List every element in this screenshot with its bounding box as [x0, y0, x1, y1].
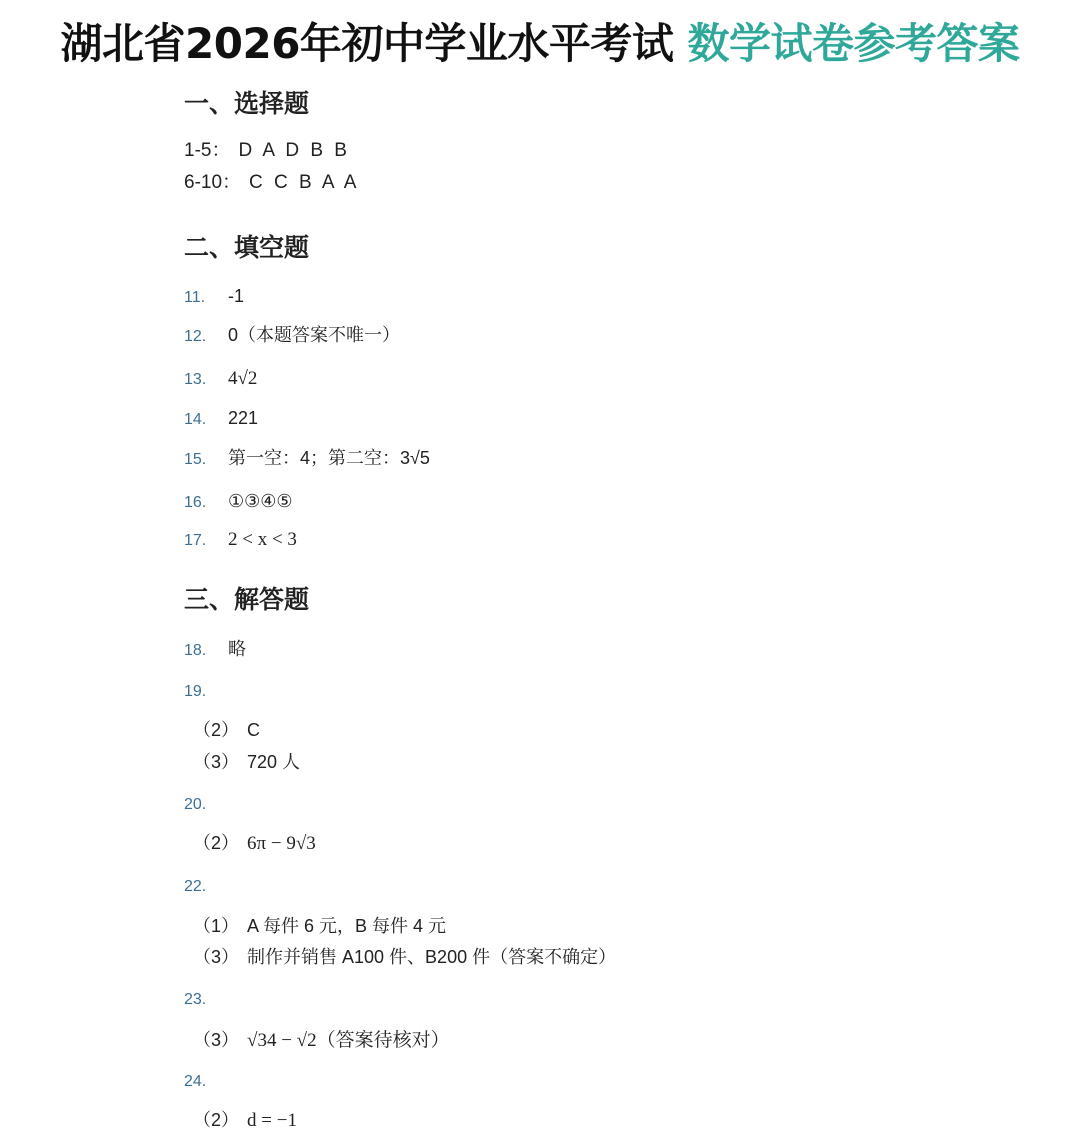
question-number: 18.	[184, 642, 207, 659]
question-number: 12.	[184, 328, 207, 345]
page-title-main: 湖北省2026年初中学业水平考试	[60, 19, 674, 68]
solution-part	[193, 716, 260, 744]
fill-item	[184, 365, 257, 393]
solution-part	[193, 912, 446, 940]
question-number: 15.	[184, 451, 207, 468]
answer-text: 4√2	[228, 368, 258, 389]
answer-text: 第一空：4；第二空：3√5	[228, 448, 430, 468]
question-number: 17.	[184, 532, 207, 549]
part-answer: C	[247, 720, 261, 740]
page-title-accent: 数学试卷参考答案	[687, 19, 1020, 68]
question-number: 16.	[184, 494, 207, 511]
choice-answers: D A D B B	[238, 140, 350, 161]
choice-answer-row	[184, 170, 359, 196]
solution-part	[193, 1026, 450, 1054]
solution-part	[193, 829, 316, 857]
solution-item	[184, 872, 228, 900]
part-label: （3）	[193, 947, 240, 967]
question-number: 20.	[184, 796, 207, 813]
fill-item	[184, 487, 293, 515]
page-title	[0, 14, 1080, 74]
section-heading-choice: 一、选择题	[184, 89, 310, 118]
part-answer: 720 人	[247, 752, 301, 772]
choice-range-label: 1-5：	[184, 140, 231, 161]
part-answer: A 每件 6 元，B 每件 4 元	[247, 916, 447, 936]
section-heading-fill: 二、填空题	[184, 233, 310, 262]
question-number: 19.	[184, 683, 207, 700]
choice-answer-row	[184, 138, 350, 164]
solution-item	[184, 790, 228, 818]
part-label: （1）	[193, 916, 240, 936]
choice-range-label: 6-10：	[184, 172, 242, 193]
question-number: 23.	[184, 991, 207, 1008]
solution-item	[184, 985, 228, 1013]
answer-text: 0（本题答案不唯一）	[228, 325, 401, 345]
fill-item	[184, 526, 297, 554]
solution-part	[193, 748, 300, 776]
part-label: （2）	[193, 1110, 240, 1130]
section-heading-solution: 三、解答题	[184, 585, 310, 614]
solution-item	[184, 635, 246, 663]
part-label: （2）	[193, 720, 240, 740]
fill-item	[184, 321, 400, 349]
part-answer: √34 − √2（答案待核对）	[247, 1030, 450, 1051]
part-label: （3）	[193, 1030, 240, 1050]
part-answer: d = −1	[247, 1110, 297, 1131]
question-number: 24.	[184, 1073, 207, 1090]
fill-item	[184, 404, 258, 432]
choice-answers: C C B A A	[249, 172, 360, 193]
solution-item	[184, 1067, 228, 1095]
solution-item	[184, 677, 228, 705]
question-number: 14.	[184, 411, 207, 428]
answer-text: 2 < x < 3	[228, 529, 297, 550]
part-label: （2）	[193, 833, 240, 853]
answer-text: ①③④⑤	[228, 491, 293, 511]
answer-text: 221	[228, 408, 259, 428]
solution-part	[193, 1106, 297, 1134]
answer-text: 略	[228, 639, 246, 659]
fill-item	[184, 282, 244, 310]
answer-text: -1	[228, 286, 245, 306]
question-number: 13.	[184, 371, 207, 388]
fill-item	[184, 444, 430, 472]
question-number: 11.	[184, 289, 206, 306]
solution-part	[193, 943, 616, 971]
part-answer: 制作并销售 A100 件、B200 件（答案不确定）	[247, 947, 617, 967]
part-label: （3）	[193, 752, 240, 772]
part-answer: 6π − 9√3	[247, 833, 316, 854]
question-number: 22.	[184, 878, 207, 895]
